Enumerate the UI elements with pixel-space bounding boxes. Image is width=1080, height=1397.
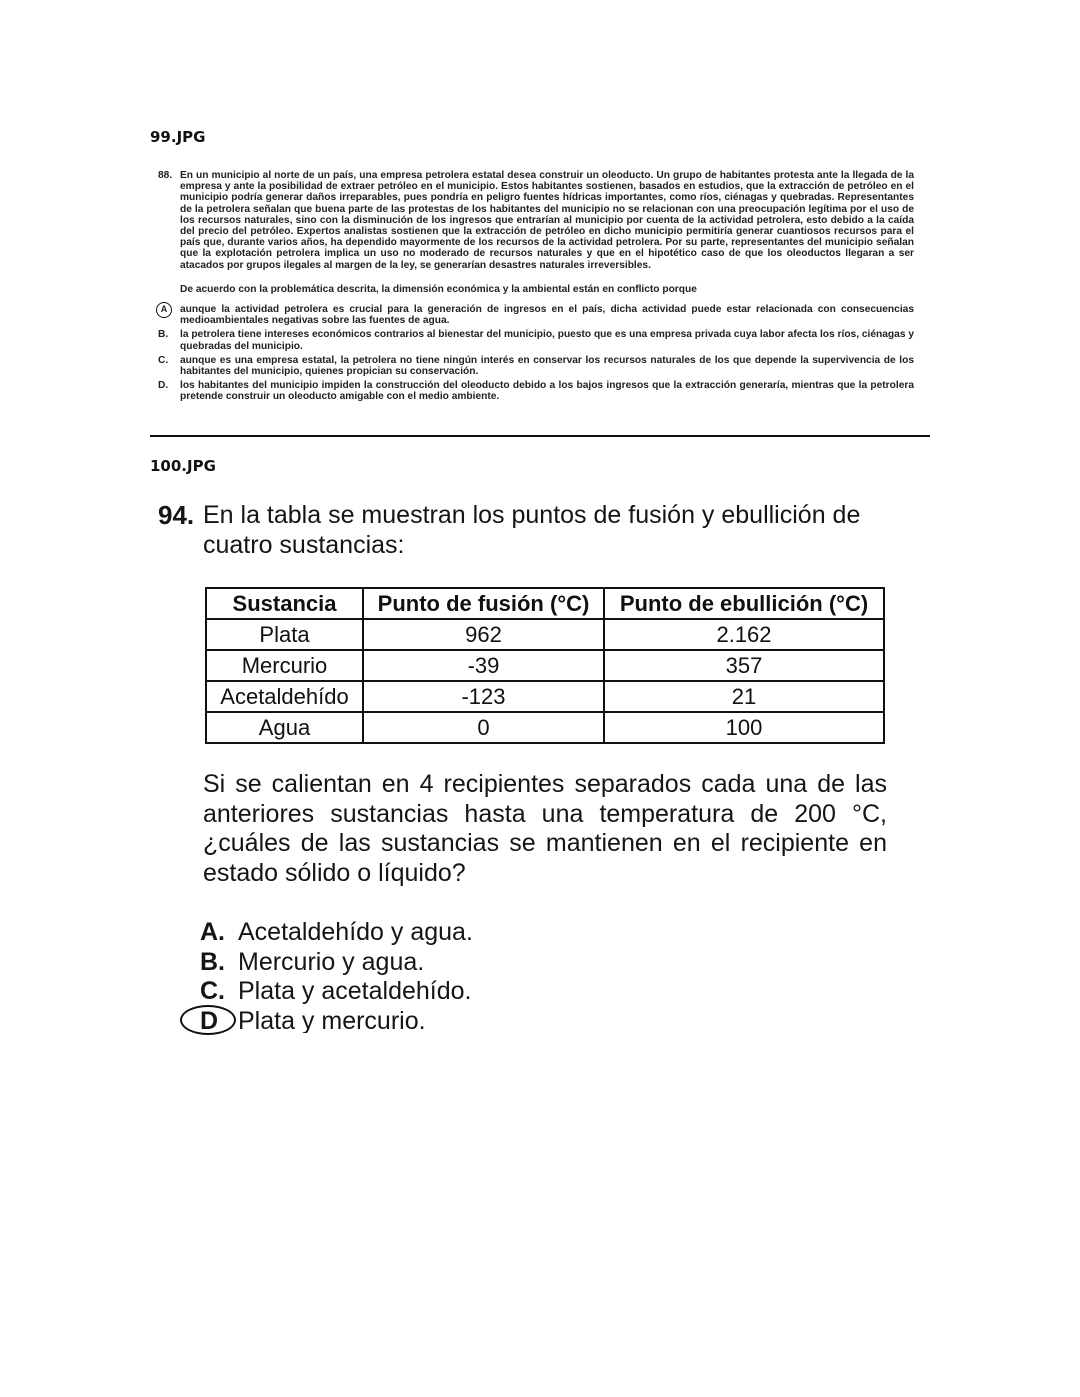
handwritten-circle-mark [180,1005,236,1035]
option-d [200,1007,473,1033]
question-88 [158,170,914,406]
table-cell: 962 [363,619,604,650]
table-cell: 21 [604,681,884,712]
option-a [200,918,473,948]
option-letter: C. [200,977,225,1005]
question-94 [158,500,898,560]
option-b [200,948,473,978]
option-letter: C. [158,354,169,366]
answer-options [158,304,914,403]
option-d [158,380,914,403]
table-header-row [206,588,884,619]
option-c [200,977,473,1007]
table-cell: 100 [604,712,884,743]
column-header: Punto de ebullición (°C) [604,588,884,619]
table-row [206,619,884,650]
column-header: Punto de fusión (°C) [363,588,604,619]
section-divider [150,435,930,437]
table-cell: 2.162 [604,619,884,650]
option-text: Plata y mercurio. [238,1006,426,1033]
question-prompt: De acuerdo con la problemática descrita, la dimensión económica y la ambiental están en conflicto porque [180,283,697,295]
table-cell: Acetaldehído [206,681,363,712]
question-number: 94. [158,500,195,530]
question-number: 88. [158,170,173,181]
option-d-clip [200,1007,600,1033]
column-header: Sustancia [206,588,363,619]
question-stem: En un municipio al norte de un país, una empresa petrolera estatal desea construir un oleoducto. Un grupo de habitantes protesta ante la llegada de la empresa y ante la posibilidad de extraer petróleo en el municipio. Estos habitantes sostienen, basados en estudios, que la extracción de petróleo en el municipio podría generar daños irreparables, pues pondría en peligro fuentes hídricas importantes, como ríos, ciénagas y quebradas. Representantes de la petrolera señalan que buena parte de las protestas de los habitantes del municipio no se relacionan con una preocupación legítima por el uso de los recursos naturales, sino con la disminución de los ingresos que entrarían al municipio por cuenta de la actividad petrolera, esto debido a la caída del precio del petróleo. Expertos analistas sostienen que la extracción de petróleo en dicho municipio permitiría generar cuantiosos recursos para el país que, durante varios años, ha dependido mayormente de los recursos de la actividad petrolera. Por su parte, representantes del municipio señalan que la explotación petrolera implica un uso no moderado de recursos naturales y que en el hipotético caso de que los oleoductos llegaran a ser atacados por grupos ilegales al margen de la ley, se generarían desastres naturales irreversibles. [180,170,914,271]
table-cell: Plata [206,619,363,650]
question-stem: En la tabla se muestran los puntos de fusión y ebullición de cuatro sustancias: [203,501,861,559]
option-text: Mercurio y agua. [238,947,425,976]
table-cell: 357 [604,650,884,681]
table-row [206,681,884,712]
option-text: aunque la actividad petrolera es crucial para la generación de ingresos en el país, dicha actividad puede estar relacionada con consecuencias medioambientales negativas sobre las fuentes de agua. [180,304,914,327]
file-label-100: 100.JPG [150,457,216,475]
option-text: la petrolera tiene intereses económicos contrarios al bienestar del municipio, puesto que es una empresa privada cuya labor afecta los ríos, ciénagas y quebradas del municipio. [180,329,914,352]
substances-table [205,587,885,744]
circled-answer-mark: A [156,302,172,318]
option-c [158,354,914,378]
table-cell: Agua [206,712,363,743]
option-text: los habitantes del municipio impiden la construcción del oleoducto debido a los bajos ingresos que la extracción generaría, mientras que la petrolera pretende construir un oleoducto amigable con el medio ambiente. [180,380,914,403]
option-letter: B. [158,329,169,341]
option-a [160,304,914,327]
option-text: aunque es una empresa estatal, la petrolera no tiene ningún interés en conservar los recursos naturales de los que depende la supervivencia de los habitantes del municipio, quienes propician su conservación. [180,354,914,378]
table-row [206,712,884,743]
option-text: Acetaldehído y agua. [238,918,473,946]
table-cell: -123 [363,681,604,712]
option-text: Plata y acetaldehído. [238,977,472,1005]
option-letter: A. [200,918,225,946]
table-cell: Mercurio [206,650,363,681]
option-letter: D. [158,380,169,392]
option-b [158,329,914,352]
file-label-99: 99.JPG [150,128,206,146]
table-cell: 0 [363,712,604,743]
option-letter: B. [200,947,225,976]
question-text: Si se calientan en 4 recipientes separados cada una de las anteriores sustancias hasta una temperatura de 200 °C, ¿cuáles de las sustancias se mantienen en el recipiente en estado sólido o líquido? [203,770,887,887]
table-row [206,650,884,681]
answer-options [200,918,473,1033]
option-letter: D [200,1006,219,1033]
table-cell: -39 [363,650,604,681]
